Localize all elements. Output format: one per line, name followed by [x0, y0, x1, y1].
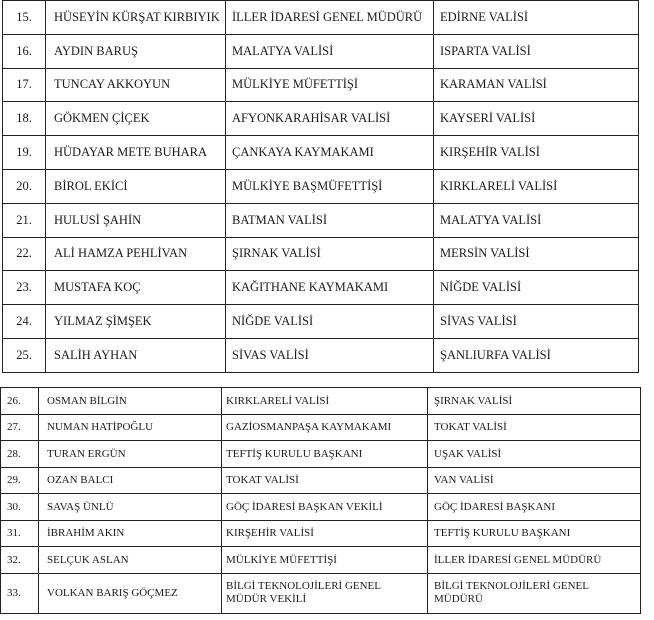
person-name: BİROL EKİCİ [46, 169, 226, 203]
new-post: ŞIRNAK VALİSİ [428, 388, 641, 415]
table-row [1, 573, 641, 613]
new-post: UŞAK VALİSİ [428, 441, 641, 468]
former-post: GAZİOSMANPAŞA KAYMAKAMI [222, 414, 428, 441]
new-post: ISPARTA VALİSİ [434, 34, 639, 68]
appointments-table-lower [0, 387, 641, 614]
row-number: 27. [1, 414, 39, 441]
new-post: MERSİN VALİSİ [434, 237, 639, 271]
table-row [3, 102, 639, 136]
table-row [3, 271, 639, 305]
row-number: 32. [1, 547, 39, 574]
person-name: AYDIN BARUŞ [46, 34, 226, 68]
row-number: 29. [1, 467, 39, 494]
table-row [3, 136, 639, 170]
row-number: 33. [1, 573, 39, 613]
person-name: İBRAHİM AKIN [39, 520, 222, 547]
former-post: MALATYA VALİSİ [226, 34, 434, 68]
former-post: AFYONKARAHİSAR VALİSİ [226, 102, 434, 136]
new-post: TEFTİŞ KURULU BAŞKANI [428, 520, 641, 547]
former-post: KAĞITHANE KAYMAKAMI [226, 271, 434, 305]
former-post: TOKAT VALİSİ [222, 467, 428, 494]
table-row [1, 467, 641, 494]
table-row [1, 414, 641, 441]
new-post: İLLER İDARESİ GENEL MÜDÜRÜ [428, 547, 641, 574]
table-row [1, 441, 641, 468]
row-number: 31. [1, 520, 39, 547]
row-number: 28. [1, 441, 39, 468]
table-row [3, 1, 639, 35]
table-row [1, 494, 641, 521]
new-post: NİĞDE VALİSİ [434, 271, 639, 305]
table-row [3, 203, 639, 237]
person-name: YILMAZ ŞİMŞEK [46, 305, 226, 339]
row-number: 23. [3, 271, 46, 305]
former-post: KIRKLARELİ VALİSİ [222, 388, 428, 415]
row-number: 26. [1, 388, 39, 415]
person-name: ALİ HAMZA PEHLİVAN [46, 237, 226, 271]
person-name: OSMAN BİLGİN [39, 388, 222, 415]
table-row [1, 547, 641, 574]
row-number: 20. [3, 169, 46, 203]
person-name: NUMAN HATİPOĞLU [39, 414, 222, 441]
table-row [1, 388, 641, 415]
new-post: GÖÇ İDARESİ BAŞKANI [428, 494, 641, 521]
former-post: MÜLKİYE MÜFETTİŞİ [226, 68, 434, 102]
new-post: ŞANLIURFA VALİSİ [434, 338, 639, 372]
table-row [3, 68, 639, 102]
person-name: VOLKAN BARIŞ GÖÇMEZ [39, 573, 222, 613]
appointments-table-upper [2, 0, 639, 373]
former-post: TEFTİŞ KURULU BAŞKANI [222, 441, 428, 468]
person-name: OZAN BALCI [39, 467, 222, 494]
row-number: 21. [3, 203, 46, 237]
row-number: 17. [3, 68, 46, 102]
former-post: BATMAN VALİSİ [226, 203, 434, 237]
person-name: GÖKMEN ÇİÇEK [46, 102, 226, 136]
former-post: KIRŞEHİR VALİSİ [222, 520, 428, 547]
new-post: KIRKLARELİ VALİSİ [434, 169, 639, 203]
table-row [3, 169, 639, 203]
row-number: 18. [3, 102, 46, 136]
former-post: İLLER İDARESİ GENEL MÜDÜRÜ [226, 1, 434, 35]
table-row [1, 520, 641, 547]
row-number: 15. [3, 1, 46, 35]
former-post: MÜLKİYE BAŞMÜFETTİŞİ [226, 169, 434, 203]
person-name: TUNCAY AKKOYUN [46, 68, 226, 102]
row-number: 30. [1, 494, 39, 521]
row-number: 19. [3, 136, 46, 170]
former-post: ÇANKAYA KAYMAKAMI [226, 136, 434, 170]
table-row [3, 237, 639, 271]
person-name: TURAN ERGÜN [39, 441, 222, 468]
new-post: BİLGİ TEKNOLOJİLERİ GENEL MÜDÜRÜ [428, 573, 641, 613]
row-number: 22. [3, 237, 46, 271]
person-name: SAVAŞ ÜNLÜ [39, 494, 222, 521]
person-name: HULUSİ ŞAHİN [46, 203, 226, 237]
new-post: KIRŞEHİR VALİSİ [434, 136, 639, 170]
former-post: ŞIRNAK VALİSİ [226, 237, 434, 271]
row-number: 16. [3, 34, 46, 68]
former-post: BİLGİ TEKNOLOJİLERİ GENEL MÜDÜR VEKİLİ [222, 573, 428, 613]
new-post: KARAMAN VALİSİ [434, 68, 639, 102]
table-row [3, 338, 639, 372]
new-post: TOKAT VALİSİ [428, 414, 641, 441]
new-post: VAN VALİSİ [428, 467, 641, 494]
former-post: NİĞDE VALİSİ [226, 305, 434, 339]
table-row [3, 305, 639, 339]
row-number: 24. [3, 305, 46, 339]
person-name: SALİH AYHAN [46, 338, 226, 372]
person-name: HÜDAYAR METE BUHARA [46, 136, 226, 170]
table-row [3, 34, 639, 68]
new-post: MALATYA VALİSİ [434, 203, 639, 237]
person-name: HÜSEYİN KÜRŞAT KIRBIYIK [46, 1, 226, 35]
new-post: SİVAS VALİSİ [434, 305, 639, 339]
former-post: GÖÇ İDARESİ BAŞKAN VEKİLİ [222, 494, 428, 521]
row-number: 25. [3, 338, 46, 372]
new-post: EDİRNE VALİSİ [434, 1, 639, 35]
person-name: MUSTAFA KOÇ [46, 271, 226, 305]
new-post: KAYSERİ VALİSİ [434, 102, 639, 136]
former-post: MÜLKİYE MÜFETTİŞİ [222, 547, 428, 574]
former-post: SİVAS VALİSİ [226, 338, 434, 372]
person-name: SELÇUK ASLAN [39, 547, 222, 574]
